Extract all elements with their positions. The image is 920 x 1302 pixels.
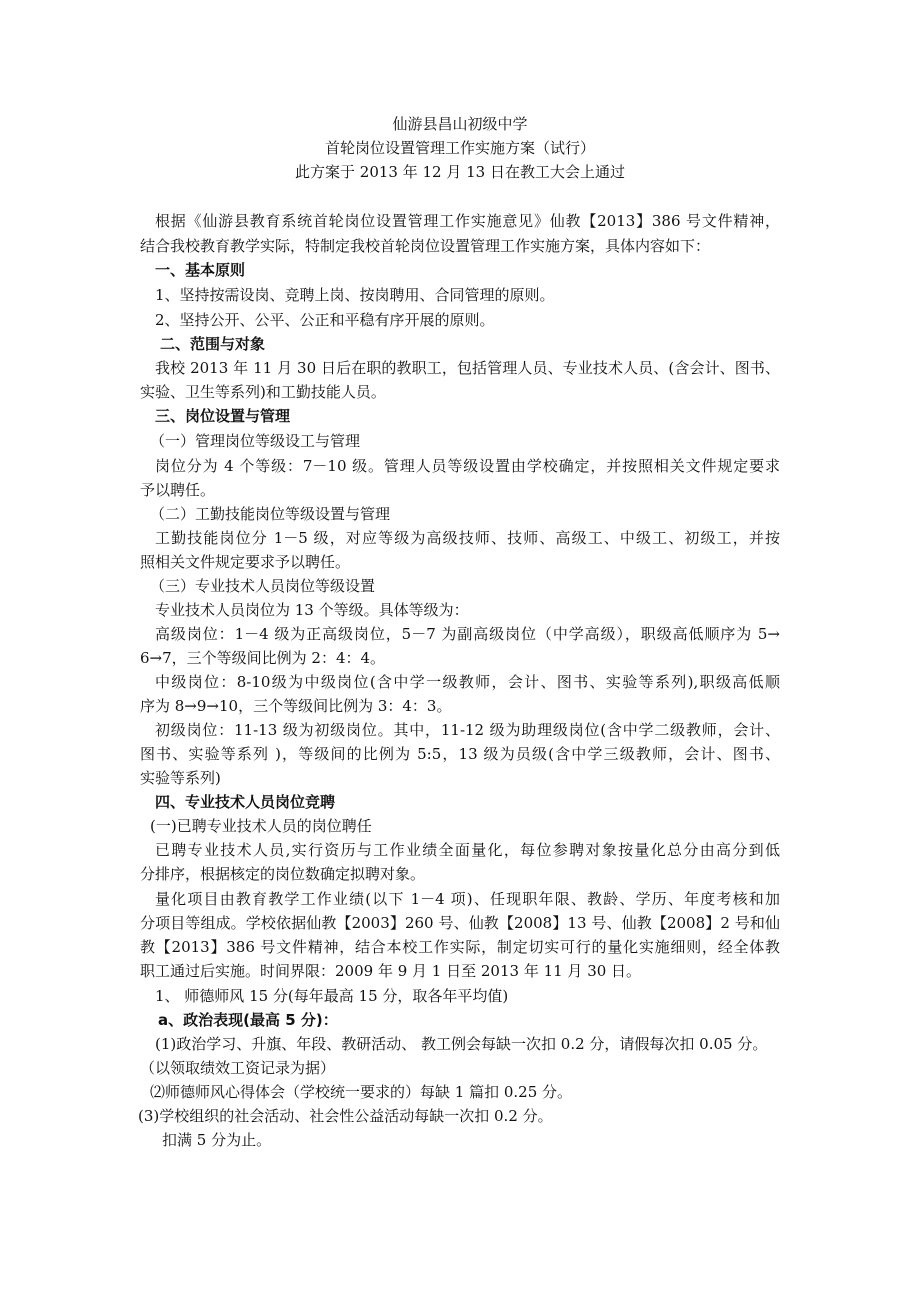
paragraph-line: 教【2013】386 号文件精神，结合本校工作实际，制定切实可行的量化实施细则，经全体教: [140, 938, 780, 956]
paragraph-line: 予以聘任。: [140, 481, 216, 499]
paragraph-line: 分项目等组成。学校依据仙教【2003】260 号、仙教【2008】13 号、仙教【2008】2 号和仙: [140, 914, 780, 932]
paragraph-line: （一）管理岗位等级设工与管理: [150, 432, 361, 450]
document-title: 首轮岗位设置管理工作实施方案（试行）: [324, 139, 595, 157]
section-heading: 三、岗位设置与管理: [155, 407, 291, 425]
paragraph-line: （三）专业技术人员岗位等级设置: [150, 577, 376, 595]
paragraph-line: 初级岗位：11-13 级为初级岗位。其中，11-12 级为助理级岗位(含中学二级教师，会计、: [155, 721, 780, 739]
section-heading: a、政治表现(最高 5 分)：: [158, 1011, 338, 1029]
paragraph-line: 照相关文件规定要求予以聘任。: [140, 553, 351, 571]
paragraph-line: 中级岗位：8-10级为中级岗位(含中学一级教师，会计、图书、实验等系列),职级高低顺: [155, 673, 780, 691]
paragraph-line: 结合我校教育教学实际，特制定我校首轮岗位设置管理工作实施方案，具体内容如下：: [140, 237, 711, 255]
paragraph-line: （二）工勤技能岗位等级设置与管理: [150, 505, 391, 523]
paragraph-line: （以领取绩效工资记录为据）: [140, 1059, 336, 1077]
paragraph-line: 已聘专业技术人员,实行资历与工作业绩全面量化，每位参聘对象按量化总分由高分到低: [155, 841, 780, 859]
section-heading: 二、范围与对象: [160, 335, 266, 353]
passed-note: 此方案于 2013 年 12 月 13 日在教工大会上通过: [295, 163, 625, 181]
paragraph-line: 1、坚持按需设岗、竞聘上岗、按岗聘用、合同管理的原则。: [155, 286, 555, 304]
paragraph-line: 职工通过后实施。时间界限：2009 年 9 月 1 日至 2013 年 11 月 30 日。: [140, 962, 642, 980]
paragraph-line: 我校 2013 年 11 月 30 日后在职的教职工，包括管理人员、专业技术人员、(含会计、图书、: [155, 359, 780, 377]
school-name: 仙游县昌山初级中学: [392, 115, 528, 133]
paragraph-line: 高级岗位：1－4 级为正高级岗位，5－7 为副高级岗位（中学高级），职级高低顺序为 5→: [155, 625, 780, 643]
paragraph-line: 图书、实验等系列 )，等级间的比例为 5:5，13 级为员级(含中学三级教师，会计、图书、: [140, 745, 780, 763]
paragraph-line: 实验等系列): [140, 769, 221, 787]
paragraph-line: 序为 8→9→10，三个等级间比例为 3：4：3。: [140, 697, 452, 715]
paragraph-line: 工勤技能岗位分 1－5 级，对应等级为高级技师、技师、高级工、中级工、初级工，并按: [155, 529, 780, 547]
paragraph-line: 1、 师德师风 15 分(每年最高 15 分，取各年平均值): [155, 987, 509, 1005]
paragraph-line: 分排序，根据核定的岗位数确定拟聘对象。: [140, 865, 426, 883]
paragraph-line: 专业技术人员岗位为 13 个等级。具体等级为：: [155, 601, 469, 619]
paragraph-line: ⑵师德师风心得体会（学校统一要求的）每缺 1 篇扣 0.25 分。: [150, 1083, 573, 1101]
paragraph-line: 量化项目由教育教学工作业绩(以下 1－4 项)、任现职年限、教龄、学历、年度考核和加: [155, 890, 780, 908]
paragraph-line: 扣满 5 分为止。: [162, 1131, 272, 1149]
section-heading: 一、基本原则: [155, 261, 246, 279]
paragraph-line: 实验、卫生等系列)和工勤技能人员。: [140, 383, 386, 401]
paragraph-line: 2、坚持公开、公平、公正和平稳有序开展的原则。: [155, 311, 495, 329]
paragraph-line: 岗位分为 4 个等级：7－10 级。管理人员等级设置由学校确定，并按照相关文件规定要求: [155, 457, 780, 475]
paragraph-line: (3)学校组织的社会活动、社会性公益活动每缺一次扣 0.2 分。: [138, 1107, 553, 1125]
section-heading: 四、专业技术人员岗位竞聘: [155, 793, 336, 811]
paragraph-line: 6→7，三个等级间比例为 2：4：4。: [140, 649, 386, 667]
paragraph-line: (1)政治学习、升旗、年段、教研活动、 教工例会每缺一次扣 0.2 分，请假每次扣 0.05 分。: [155, 1035, 768, 1053]
paragraph-line: 根据《仙游县教育系统首轮岗位设置管理工作实施意见》仙教【2013】386 号文件精神，: [155, 212, 780, 230]
paragraph-line: (一)已聘专业技术人员的岗位聘任: [150, 817, 372, 835]
